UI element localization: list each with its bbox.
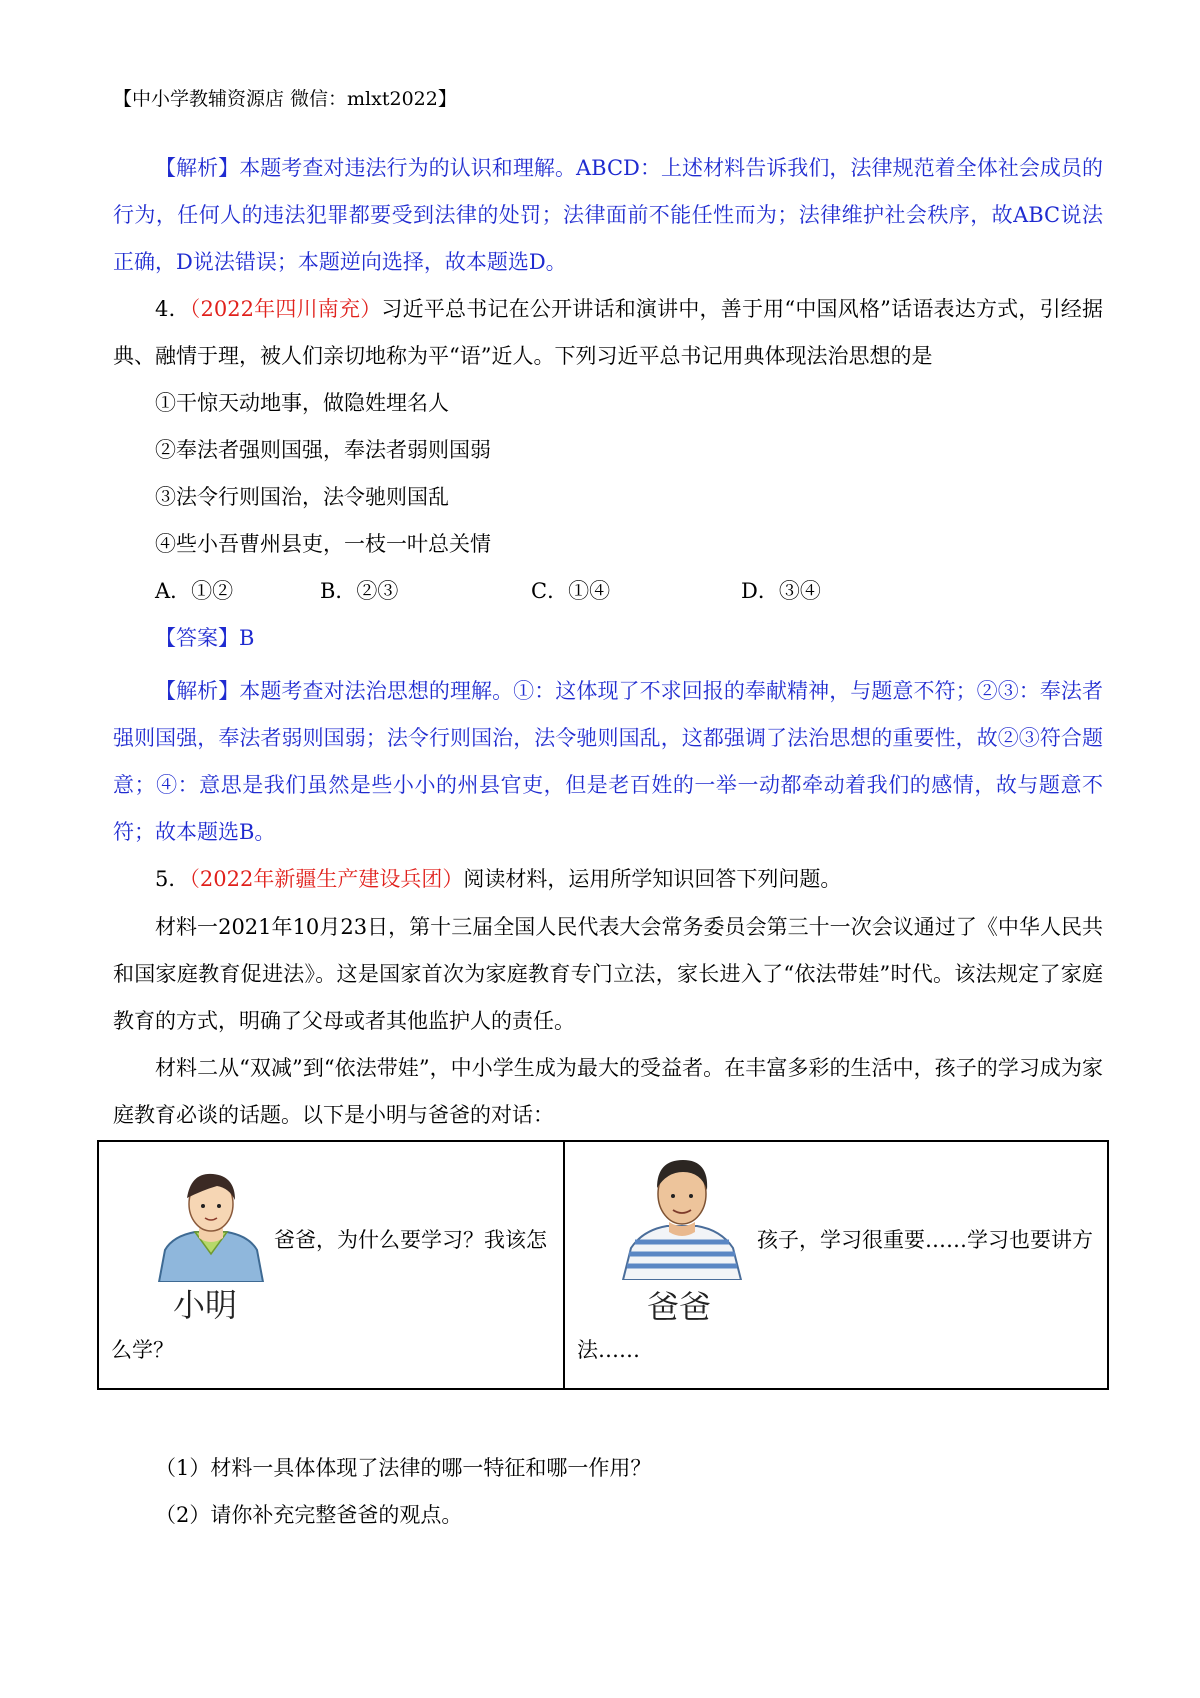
xiaoming-speech-line-1: 爸爸，为什么要学习？我该怎: [274, 1228, 547, 1252]
q5-sub-question-1: （1）材料一具体体现了法律的哪一特征和哪一作用？: [155, 1456, 652, 1480]
q4-number: 4．: [155, 297, 190, 321]
father-illustration: [617, 1150, 747, 1326]
q4-stem: [113, 286, 1103, 380]
q3-analysis: [113, 145, 1103, 286]
father-figure-icon: [617, 1150, 747, 1280]
q4-source: （2022年四川南充）: [189, 297, 382, 321]
boy-figure-icon: [151, 1162, 271, 1282]
q5-material-2: 材料二从“双减”到“依法带娃”，中小学生成为最大的受益者。在丰富多彩的生活中，孩子的学习成为家庭教育必谈的话题。以下是小明与爸爸的对话：: [113, 1056, 1103, 1127]
q5-source: （2022年新疆生产建设兵团）: [189, 867, 464, 891]
q4-analysis: [113, 668, 1103, 856]
page-header: 【中小学教辅资源店 微信：mlxt2022】: [113, 88, 457, 110]
q4-stem-text: 习近平总书记在公开讲话和演讲中，善于用“中国风格”话语表达方式，引经据典、融情于理，被人们亲切地称为平“语”近人。下列习近平总书记用典体现法治思想的是: [113, 297, 1103, 368]
q3-analysis-text: 本题考查对违法行为的认识和理解。ABCD：上述材料告诉我们，法律规范着全体社会成员的行为，任何人的违法犯罪都要受到法律的处罚；法律面前不能任性而为；法律维护社会秩序，故ABC说法正确，D说法错误；本题逆向选择，故本题选D。: [113, 156, 1104, 274]
q5-number: 5．: [155, 867, 190, 891]
q4-option-a: A．①②: [155, 579, 234, 603]
q4-item-4: ④些小吾曹州县吏，一枝一叶总关情: [155, 532, 491, 556]
dialog-table: [97, 1140, 1109, 1390]
q4-item-3: ③法令行则国治，法令驰则国乱: [155, 485, 449, 509]
q5-material-1: 材料一2021年10月23日，第十三届全国人民代表大会常务委员会第三十一次会议通过了《中华人民共和国家庭教育促进法》。这是国家首次为家庭教育专门立法，家长进入了“依法带娃”时代。该法规定了家庭教育的方式，明确了父母或者其他监护人的责任。: [113, 915, 1103, 1033]
q4-answer: [155, 615, 254, 662]
q4-option-c: C．①④: [531, 579, 611, 603]
q4-option-b: B．②③: [320, 579, 399, 603]
q4-analysis-tag: 【解析】: [155, 679, 240, 703]
q4-item-2: ②奉法者强则国强，奉法者弱则国弱: [155, 438, 491, 462]
q5-stem-text: 阅读材料，运用所学知识回答下列问题。: [463, 867, 842, 891]
q4-answer-tag: 【答案】: [155, 626, 239, 650]
q5-sub-question-2: （2）请你补充完整爸爸的观点。: [155, 1503, 463, 1527]
dialog-cell-father: [565, 1142, 1107, 1388]
q4-item-1: ①干惊天动地事，做隐姓埋名人: [155, 391, 449, 415]
q5-stem: [155, 856, 841, 903]
q3-analysis-tag: 【解析】: [155, 156, 240, 180]
q4-answer-value: B: [239, 626, 255, 650]
xiaoming-name-label: 小明: [173, 1286, 238, 1324]
q4-option-d: D．③④: [741, 579, 821, 603]
dialog-cell-xiaoming: [99, 1142, 563, 1388]
father-speech-line-1: 孩子，学习很重要……学习也要讲方: [757, 1228, 1093, 1252]
q4-analysis-text: 本题考查对法治思想的理解。①：这体现了不求回报的奉献精神，与题意不符；②③：奉法者强则国强，奉法者弱则国弱；法令行则国治，法令驰则国乱，这都强调了法治思想的重要性，故②③符合题意；④：意思是我们虽然是些小小的州县官吏，但是老百姓的一举一动都牵动着我们的感情，故与题意不符；故本题选B。: [113, 679, 1104, 844]
father-speech-line-2: 法……: [577, 1338, 640, 1362]
xiaoming-illustration: [151, 1162, 271, 1324]
xiaoming-speech-line-2: 么学？: [111, 1338, 174, 1362]
father-name-label: 爸爸: [647, 1288, 712, 1326]
